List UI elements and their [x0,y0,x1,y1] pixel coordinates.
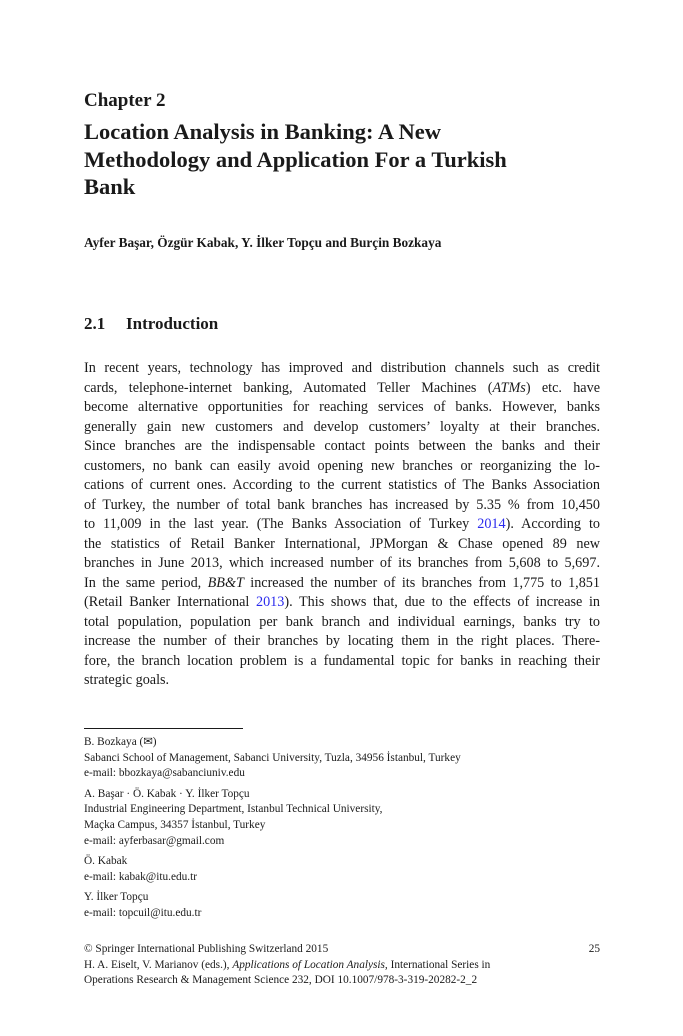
text-run: total population, population per bank branch and individual earnings, banks try to [84,613,600,630]
paragraph-line [84,398,600,418]
email-line: e-mail: bbozkaya@sabanciuniv.edu [84,767,245,780]
text-run: In the same period, [84,574,208,591]
text-run: generally gain new customers and develop customers’ loyalty at their branches. [84,418,600,435]
author-list: Ayfer Başar, Özgür Kabak, Y. İlker Topçu and Burçin Bozkaya [84,235,442,250]
affiliation-line: Industrial Engineering Department, Istanbul Technical University, [84,803,383,816]
text-run: to 11,009 in the last year. (The Banks Association of Turkey [84,516,478,532]
paragraph-line [84,476,600,496]
paragraph-line [84,671,600,691]
chapter-title-line: Location Analysis in Banking: A New [84,119,441,144]
text-run: the statistics of Retail Banker International, JPMorgan & Chase opened 89 new [84,535,600,552]
paragraph-line [84,418,600,438]
email-line: e-mail: kabak@itu.edu.tr [84,870,197,883]
affiliation-basar-kabak-topcu [84,787,600,849]
text-run: of Turkey, the number of total bank branches has increased by 5.35 % from 10,450 [84,496,600,513]
affiliation-kabak [84,854,600,885]
affiliation-topcu [84,890,600,921]
chapter-title [84,118,600,201]
copyright-row [84,942,600,958]
paragraph-line [84,457,600,477]
paragraph-line [84,632,600,652]
chapter-label: Chapter 2 [84,90,166,111]
series-text: International Series in [387,958,491,971]
citation-line [84,958,600,974]
paragraph-line [84,613,600,633]
section-heading [84,313,218,335]
italic-term: BB&T [207,574,244,591]
affiliation-bozkaya [84,735,600,782]
section-number: 2.1 [84,314,106,333]
text-run: ) etc. have [525,379,600,396]
text-run: cards, telephone-internet banking, Automated Teller Machines ( [84,379,493,396]
text-run: strategic goals. [84,672,170,688]
copyright-block [84,942,600,989]
affiliation-line: Y. İlker Topçu [84,891,149,904]
paragraph-line [84,379,600,399]
editors: H. A. Eiselt, V. Marianov (eds.), [84,958,233,971]
page-number: 25 [588,943,600,955]
section-title: Introduction [126,314,219,333]
affiliation-line: A. Başar · Ö. Kabak · Y. İlker Topçu [84,787,250,800]
text-run: increase the number of their branches by locating them in the right places. There- [84,633,600,649]
paragraph-line [84,535,600,555]
affiliation-line: Maçka Campus, 34357 İstanbul, Turkey [84,818,266,831]
paragraph-line [84,515,600,535]
author-affiliations [84,735,600,927]
text-run: branches in June 2013, which increased number of its branches from 5,608 to 5,697. [84,555,600,571]
citation-link[interactable]: 2013 [255,594,285,610]
doi-line: Operations Research & Management Science 232, DOI 10.1007/978-3-319-20282-2_2 [84,974,478,987]
affiliation-line: B. Bozkaya (✉) [84,736,157,748]
text-run: fore, the branch location problem is a fundamental topic for banks in reaching their [84,652,600,669]
affiliation-line: Ö. Kabak [84,855,128,868]
italic-term: ATMs [492,379,526,396]
introduction-paragraph [84,359,600,691]
paragraph-line [84,437,600,457]
text-run: increased the number of its branches from 1,775 to 1,851 [243,574,600,591]
chapter-title-line: Bank [84,174,136,199]
paragraph-line [84,574,600,594]
paragraph-line [84,496,600,516]
paragraph-line [84,593,600,613]
citation-link[interactable]: 2014 [477,516,506,532]
text-run: (Retail Banker International [84,594,256,610]
footnote-divider [84,728,243,729]
text-run: become alternative opportunities for reaching services of banks. However, banks [84,399,600,415]
text-run: cations of current ones. According to the current statistics of The Banks Association [84,477,600,493]
text-run: customers, no bank can easily avoid opening new branches or reorganizing the lo- [84,457,600,474]
text-run: ). This shows that, due to the effects of increase in [284,594,600,610]
text-run: ). According to [505,516,600,532]
email-line: e-mail: ayferbasar@gmail.com [84,834,225,847]
affiliation-line: Sabanci School of Management, Sabanci University, Tuzla, 34956 İstanbul, Turkey [84,751,461,764]
chapter-title-line: Methodology and Application For a Turkish [84,146,507,172]
text-run: Since branches are the indispensable contact points between the banks and their [84,438,600,454]
paragraph-line [84,652,600,672]
text-run: In recent years, technology has improved and distribution channels such as credit [84,360,600,376]
paragraph-line [84,359,600,379]
paragraph-line [84,554,600,574]
copyright-notice: © Springer International Publishing Switzerland 2015 [84,943,329,955]
email-line: e-mail: topcuil@itu.edu.tr [84,906,202,919]
book-title: Applications of Location Analysis, [232,958,388,971]
